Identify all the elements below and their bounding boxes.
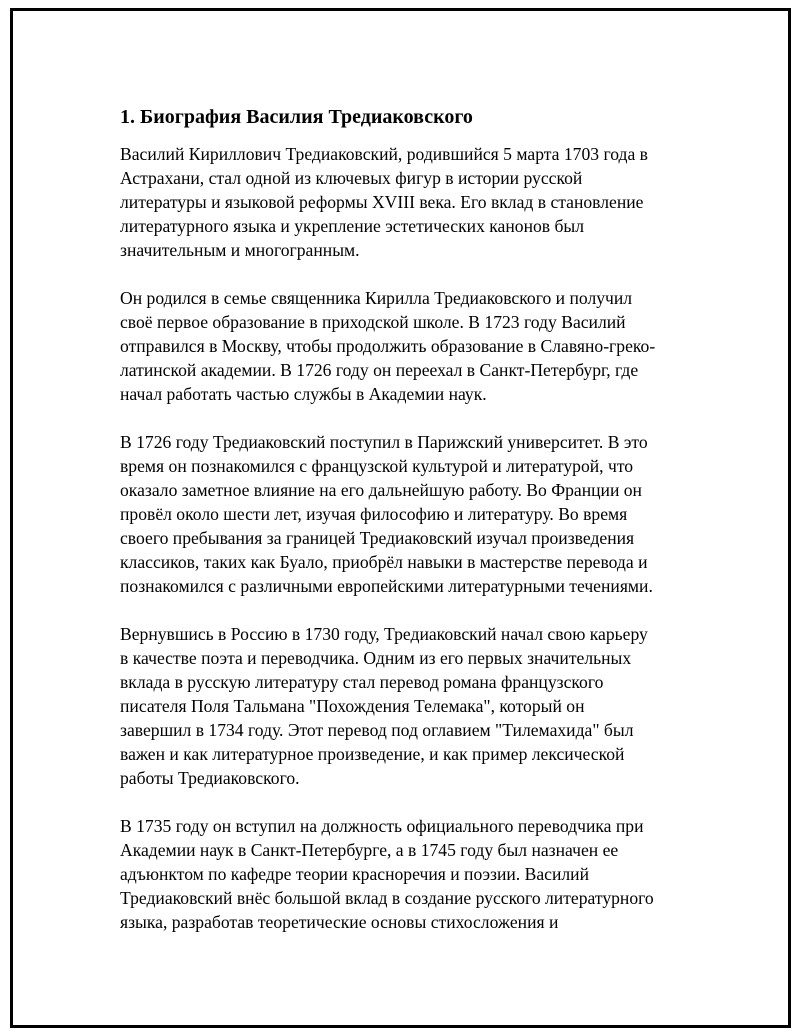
text-line: классиков, таких как Буало, приобрёл навыки в мастерстве перевода и	[120, 552, 648, 572]
text-line: познакомился с различными европейскими литературными течениями.	[120, 576, 653, 596]
body-paragraph	[120, 430, 710, 598]
text-line: писателя Поля Тальмана "Похождения Телемака", который он	[120, 696, 585, 716]
text-line: В 1735 году он вступил на должность официального переводчика при	[120, 816, 644, 836]
page-frame	[10, 8, 791, 1028]
text-line: Василий Кириллович Тредиаковский, родившийся 5 марта 1703 года в	[120, 144, 648, 164]
text-line: литературного языка и укрепление эстетических канонов был	[120, 216, 585, 236]
text-line: языка, разработав теоретические основы стихосложения и	[120, 912, 559, 932]
section-heading: 1. Биография Василия Тредиаковского	[120, 106, 473, 128]
text-line: своего пребывания за границей Тредиаковский изучал произведения	[120, 528, 635, 548]
text-line: адъюнктом по кафедре теории красноречия и поэзии. Василий	[120, 864, 589, 884]
text-line: В 1726 году Тредиаковский поступил в Парижский университет. В это	[120, 432, 648, 452]
text-line: важен и как литературное произведение, и как пример лексической	[120, 744, 625, 764]
text-line: Тредиаковский внёс большой вклад в создание русского литературного	[120, 888, 654, 908]
text-line: провёл около шести лет, изучая философию и литературу. Во время	[120, 504, 628, 524]
text-line: работы Тредиаковского.	[120, 768, 300, 788]
text-line: Академии наук в Санкт-Петербурге, а в 1745 году был назначен ее	[120, 840, 619, 860]
text-line: начал работать частью службы в Академии наук.	[120, 384, 487, 404]
text-line: своё первое образование в приходской школе. В 1723 году Василий	[120, 312, 626, 332]
text-line: Вернувшись в Россию в 1730 году, Тредиаковский начал свою карьеру	[120, 624, 648, 644]
document-body	[120, 103, 710, 958]
text-line: вклада в русскую литературу стал перевод романа французского	[120, 672, 604, 692]
text-line: Он родился в семье священника Кирилла Тредиаковского и получил	[120, 288, 633, 308]
body-paragraph	[120, 142, 710, 262]
paragraph-list	[120, 142, 710, 934]
text-line: латинской академии. В 1726 году он переехал в Санкт-Петербург, где	[120, 360, 639, 380]
body-paragraph	[120, 622, 710, 790]
text-line: литературы и языковой реформы XVIII века. Его вклад в становление	[120, 192, 644, 212]
text-line: оказало заметное влияние на его дальнейшую работу. Во Франции он	[120, 480, 642, 500]
body-paragraph	[120, 814, 710, 934]
text-line: в качестве поэта и переводчика. Одним из его первых значительных	[120, 648, 632, 668]
text-line: отправился в Москву, чтобы продолжить образование в Славяно-греко-	[120, 336, 656, 356]
text-line: завершил в 1734 году. Этот перевод под оглавием "Тилемахида" был	[120, 720, 634, 740]
body-paragraph	[120, 286, 710, 406]
text-line: время он познакомился с французской культурой и литературой, что	[120, 456, 634, 476]
text-line: Астрахани, стал одной из ключевых фигур в истории русской	[120, 168, 583, 188]
text-line: значительным и многогранным.	[120, 240, 360, 260]
